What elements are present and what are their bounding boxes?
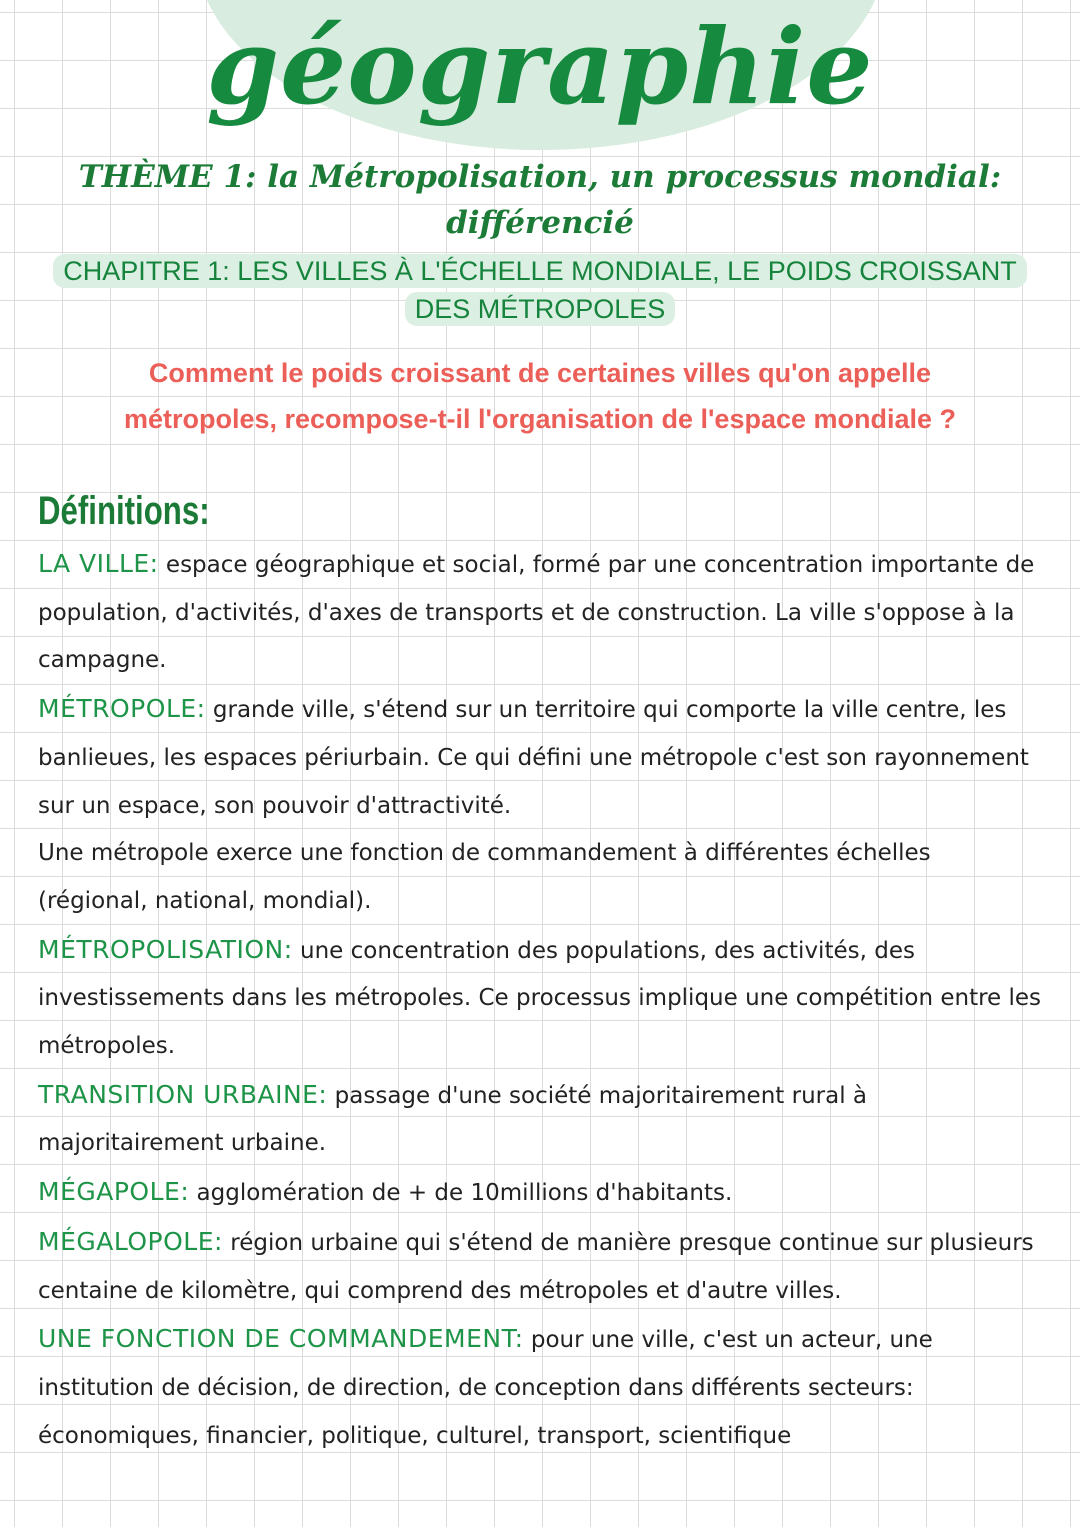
chapter-heading-line1: CHAPITRE 1: LES VILLES À L'ÉCHELLE MONDIALE, LE POIDS CROISSANT bbox=[53, 254, 1026, 288]
definition-metropole bbox=[38, 685, 1046, 830]
definition-metropolisation bbox=[38, 926, 1046, 1071]
definition-megapole bbox=[38, 1168, 1046, 1218]
chapter-heading bbox=[0, 252, 1080, 328]
definition-term: MÉTROPOLISATION: bbox=[38, 934, 293, 964]
definition-text: une concentration des populations, des activités, des investissements dans les métropoles. Ce processus implique une compétition entre les métropoles. bbox=[38, 937, 1042, 1060]
definition-metropole-commandement bbox=[38, 830, 1046, 925]
theme-heading bbox=[30, 154, 1050, 246]
definition-ville bbox=[38, 540, 1046, 685]
definition-text: passage d'une société majoritairement rural à majoritairement urbaine. bbox=[38, 1082, 867, 1157]
problem-question-line1: Comment le poids croissant de certaines villes qu'on appelle bbox=[148, 358, 932, 388]
definition-term: UNE FONCTION DE COMMANDEMENT: bbox=[38, 1324, 524, 1354]
definitions-heading: Définitions: bbox=[38, 489, 210, 533]
definition-text: Une métropole exerce une fonction de commandement à différentes échelles (régional, national, mondial). bbox=[38, 840, 931, 914]
definition-text: grande ville, s'étend sur un territoire qui comporte la ville centre, les banlieues, les espaces périurbain. Ce qui défini une métropole c'est son rayonnement sur un espace, son pouvoir d'attractivité. bbox=[38, 697, 1029, 819]
definition-text: pour une ville, c'est un acteur, une institution de décision, de direction, de conception dans différents secteurs: économiques, financier, politique, culturel, transport, scientifique bbox=[38, 1327, 933, 1449]
theme-heading-line2: différencié bbox=[446, 205, 634, 241]
definition-text: agglomération de + de 10millions d'habitants. bbox=[189, 1180, 733, 1207]
definition-transition-urbaine bbox=[38, 1071, 1046, 1168]
page-title: géographie bbox=[206, 5, 874, 128]
definition-term: MÉGALOPOLE: bbox=[38, 1226, 223, 1256]
chapter-heading-line2: DES MÉTROPOLES bbox=[405, 292, 676, 326]
definition-term: MÉGAPOLE: bbox=[38, 1177, 190, 1207]
definitions-list bbox=[38, 540, 1046, 1460]
definition-term: LA VILLE: bbox=[38, 549, 159, 578]
definition-megalopole bbox=[38, 1218, 1046, 1315]
problem-question bbox=[40, 350, 1040, 442]
theme-heading-line1: THÈME 1: la Métropolisation, un processus mondial: bbox=[78, 159, 1002, 195]
problem-question-line2: métropoles, recompose-t-il l'organisation de l'espace mondiale ? bbox=[123, 404, 957, 434]
definition-text: espace géographique et social, formé par une concentration importante de population, d'activités, d'axes de transports et de construction. La ville s'oppose à la campagne. bbox=[38, 552, 1035, 674]
definition-term: TRANSITION URBAINE: bbox=[38, 1079, 328, 1109]
definition-text: région urbaine qui s'étend de manière presque continue sur plusieurs centaine de kilomètre, qui comprend des métropoles et d'autre villes. bbox=[38, 1229, 1034, 1304]
definition-fonction-commandement bbox=[38, 1315, 1046, 1460]
definition-term: MÉTROPOLE: bbox=[38, 694, 206, 724]
